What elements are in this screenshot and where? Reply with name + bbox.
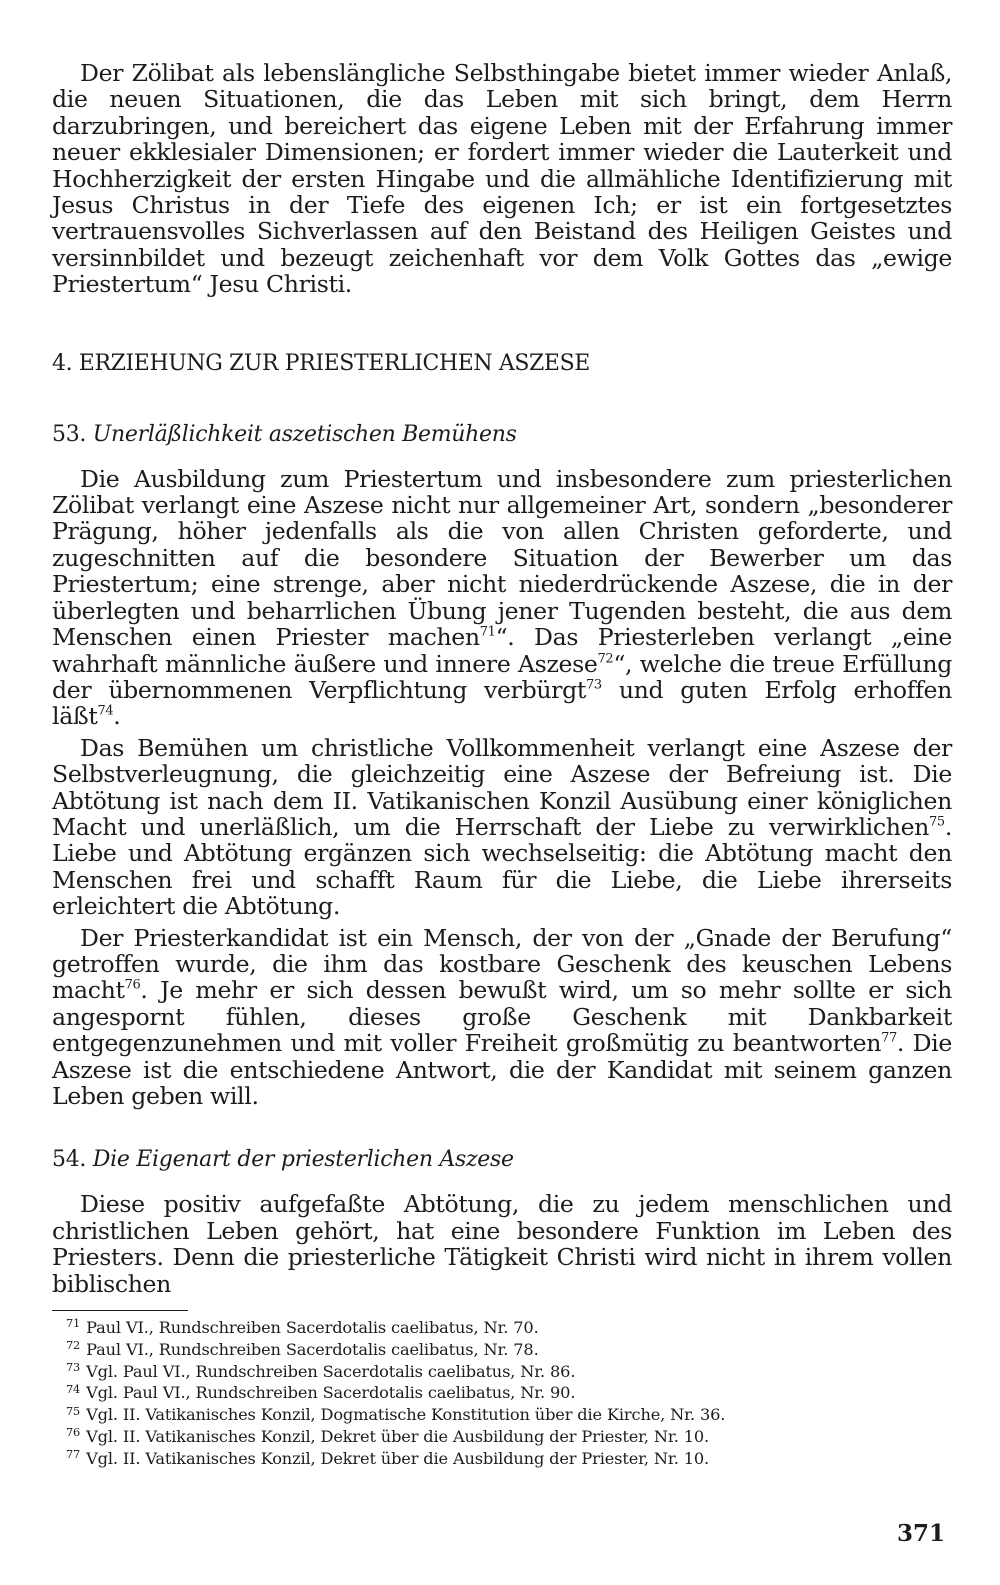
footnote-number: 71 (66, 1316, 81, 1331)
text-run: . Je mehr er sich dessen bewußt wird, um so mehr sollte er sich angespornt fühlen, dieses große Geschenk mit Dankbarkeit entgegenzunehmen und mit voller Freiheit großmütig zu beantworten (52, 976, 952, 1058)
footnote-ref-77: 77 (881, 1030, 897, 1046)
footnote-72 (66, 1339, 926, 1361)
footnote-text: Vgl. II. Vatikanisches Konzil, Dogmatische Konstitution über die Kirche, Nr. 36. (86, 1405, 726, 1425)
paragraph-53-1 (52, 466, 952, 730)
page-number: 371 (896, 1520, 945, 1547)
footnote-ref-75: 75 (929, 814, 945, 830)
paragraph-53-3 (52, 925, 952, 1110)
text-run: und guten Erfolg erhoffen läßt (52, 675, 952, 731)
subsection-heading-54 (52, 1147, 952, 1173)
footnote-ref-76: 76 (124, 977, 141, 993)
footnote-text: Vgl. II. Vatikanisches Konzil, Dekret über die Ausbildung der Priester, Nr. 10. (86, 1448, 710, 1468)
footnote-71 (66, 1317, 926, 1339)
subsection-53-number: 53. (52, 421, 87, 447)
footnote-divider (52, 1310, 188, 1311)
section-heading-4: 4. ERZIEHUNG ZUR PRIESTERLICHEN ASZESE (52, 350, 590, 376)
footnote-75 (66, 1404, 926, 1426)
subsection-53-title: Unerläßlichkeit aszetischen Bemühens (92, 421, 517, 447)
footnote-number: 76 (66, 1425, 81, 1440)
footnote-number: 73 (66, 1359, 81, 1374)
page-body (52, 60, 952, 1297)
footnote-76 (66, 1426, 926, 1448)
footnotes (66, 1317, 926, 1470)
footnote-text: Vgl. II. Vatikanisches Konzil, Dekret über die Ausbildung der Priester, Nr. 10. (86, 1426, 710, 1446)
text-run: . Die Aszese ist die entschiedene Antwort, die der Kandidat mit seinem ganzen Leben geben will. (52, 1029, 952, 1110)
subsection-54-title: Die Eigenart der priesterlichen Aszese (92, 1147, 514, 1173)
text-run: “. Das Priesterleben verlangt „eine wahrhaft männliche äußere und innere Aszese (52, 623, 952, 678)
text-run: “, welche die treue Erfüllung der übernommenen Verpflichtung verbürgt (52, 649, 952, 704)
paragraph-54-1: Diese positiv aufgefaßte Abtötung, die zu jedem menschlichen und christlichen Leben gehört, hat eine besondere Funktion im Leben des Priesters. Denn die priesterliche Tätigkeit Christi wird nicht in ihrem vollen biblischen (52, 1190, 952, 1298)
footnote-text: Paul VI., Rundschreiben Sacerdotalis caelibatus, Nr. 70. (86, 1318, 539, 1337)
footnote-ref-71: 71 (479, 624, 496, 640)
footnote-text: Paul VI., Rundschreiben Sacerdotalis caelibatus, Nr. 78. (86, 1339, 539, 1359)
footnote-ref-72: 72 (597, 650, 614, 666)
footnote-number: 72 (66, 1338, 81, 1353)
footnote-text: Vgl. Paul VI., Rundschreiben Sacerdotalis caelibatus, Nr. 90. (86, 1383, 576, 1403)
paragraph-intro: Der Zölibat als lebenslängliche Selbsthingabe bietet immer wieder Anlaß, die neuen Situationen, die das Leben mit sich bringt, dem Herrn darzubringen, und bereichert das eigene Leben mit der Erfahrung immer neuer ekklesialer Dimensionen; er fordert immer wieder die Lauterkeit und Hochherzigkeit der ersten Hingabe und die allmähliche Identifizierung mit Jesus Christus in der Tiefe des eigenen Ich; er ist ein fortgesetztes vertrauensvolles Sichverlassen auf den Beistand des Heiligen Geistes und versinnbildet und bezeugt zeichenhaft vor dem Volk Gottes das „ewige Priestertum“ Jesu Christi. (52, 59, 952, 299)
footnote-ref-74: 74 (97, 703, 114, 719)
subsection-heading-53 (52, 422, 952, 448)
text-run: Der Priesterkandidat ist ein Mensch, der von der „Gnade der Berufung“ getroffen wurde, die ihm das kostbare Geschenk des keuschen Lebens macht (52, 923, 952, 1005)
subsection-54-number: 54. (52, 1147, 87, 1173)
footnote-ref-73: 73 (585, 677, 602, 693)
footnote-74 (66, 1382, 926, 1404)
footnote-number: 75 (66, 1403, 81, 1418)
footnote-text: Vgl. Paul VI., Rundschreiben Sacerdotalis caelibatus, Nr. 86. (86, 1361, 576, 1381)
paragraph-53-2 (52, 735, 952, 920)
text-run: Die Ausbildung zum Priestertum und insbesondere zum priesterlichen Zölibat verlangt eine Aszese nicht nur allgemeiner Art, sondern „besonderer Prägung, höher jedenfalls als die von allen Christen geforderte, und zugeschnitten auf die besondere Situation der Bewerber um das Priestertum; eine strenge, aber nicht niederdrückende Aszese, die in der überlegten und beharrlichen Übung jener Tugenden besteht, die aus dem Menschen einen Priester machen (52, 464, 952, 652)
text-run: . Liebe und Abtötung ergänzen sich wechselseitig: die Abtötung macht den Menschen frei und schafft Raum für die Liebe, die Liebe ihrerseits erleichtert die Abtötung. (52, 812, 952, 921)
footnote-number: 77 (66, 1447, 81, 1462)
footnote-73 (66, 1361, 926, 1383)
footnote-77 (66, 1448, 926, 1470)
text-run: Das Bemühen um christliche Vollkommenheit verlangt eine Aszese der Selbstverleugnung, die gleichzeitig eine Aszese der Befreiung ist. Die Abtötung ist nach dem II. Vatikanischen Konzil Ausübung einer königlichen Macht und unerläßlich, um die Herrschaft der Liebe zu verwirklichen (52, 733, 952, 841)
text-run: . (113, 702, 121, 731)
footnote-number: 74 (66, 1381, 81, 1396)
